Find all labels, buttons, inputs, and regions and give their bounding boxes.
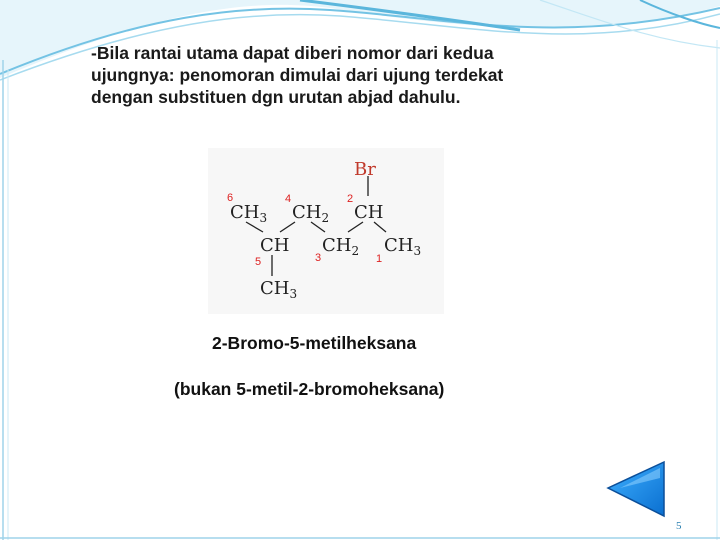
incorrect-name-note: (bukan 5-metil-2-bromoheksana) [174, 379, 445, 399]
atom-c3: $CH_2$ [322, 235, 360, 258]
atom-c5: CH [260, 235, 290, 256]
atom-c5-methyl: $CH_3$ [260, 278, 298, 301]
atom-c2: CH [354, 202, 384, 223]
locant-4: 4 [285, 193, 292, 205]
right-border-decoration [710, 0, 720, 540]
left-border-decoration [0, 0, 14, 540]
rule-line-3: dengan substituen dgn urutan abjad dahulu. [91, 87, 461, 107]
locant-1: 1 [376, 253, 383, 265]
locant-6: 6 [227, 192, 234, 204]
rule-line-2: ujungnya: penomoran dimulai dari ujung terdekat [91, 65, 504, 85]
locant-5: 5 [255, 256, 262, 268]
atom-c4: $CH_2$ [292, 202, 330, 225]
atom-c1: $CH_3$ [384, 235, 422, 258]
atom-br: Br [354, 159, 376, 180]
bond-c4-c5 [280, 222, 295, 232]
compound-name: 2-Bromo-5-metilheksana [212, 333, 417, 353]
atom-c6: $CH_3$ [230, 202, 268, 225]
bond-c2-c3 [348, 222, 363, 232]
bond-c2-c1 [374, 222, 386, 232]
rule-line-1: -Bila rantai utama dapat diberi nomor dari kedua [91, 43, 494, 63]
rule-text [91, 42, 591, 108]
locant-3: 3 [315, 252, 322, 264]
next-slide-arrow-button[interactable] [606, 460, 668, 518]
locant-2: 2 [347, 193, 354, 205]
bottom-border-decoration [0, 532, 720, 540]
structural-formula-image [208, 148, 444, 314]
page-number: 5 [676, 520, 682, 532]
